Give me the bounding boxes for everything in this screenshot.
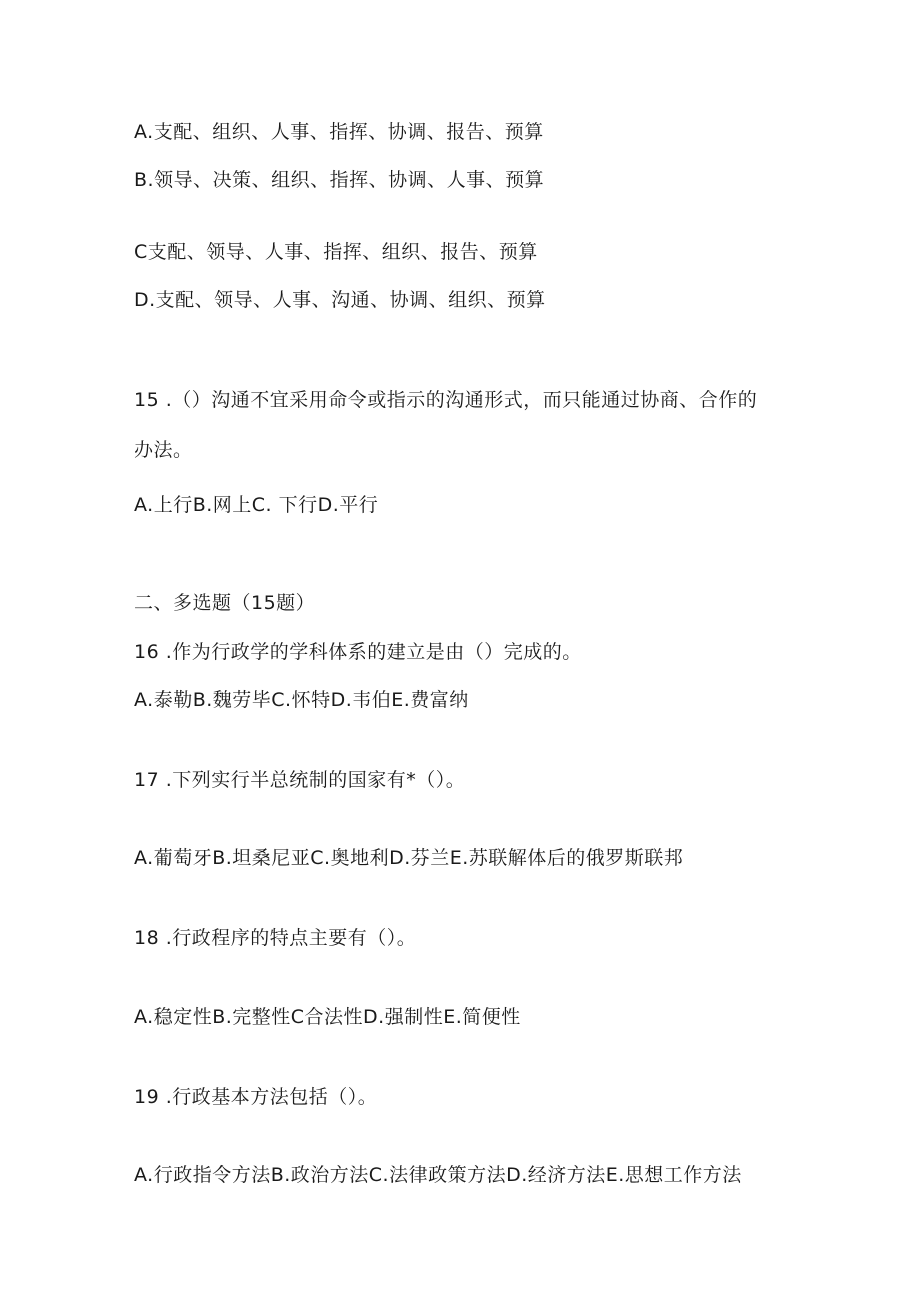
options-16: A.泰勒B.魏劳毕C.怀特D.韦伯E.费富纳 — [134, 689, 469, 711]
section-heading: 二、多选题（15题） — [134, 592, 316, 614]
options-15: A.上行B.网上C. 下行D.平行 — [134, 494, 379, 516]
option-14-a: A.支配、组织、人事、指挥、协调、报告、预算 — [134, 121, 544, 143]
option-14-c: C支配、领导、人事、指挥、组织、报告、预算 — [134, 241, 538, 263]
options-19: A.行政指令方法B.政治方法C.法律政策方法D.经济方法E.思想工作方法 — [134, 1164, 742, 1186]
option-14-d: D.支配、领导、人事、沟通、协调、组织、预算 — [134, 289, 546, 311]
option-14-b: B.领导、决策、组织、指挥、协调、人事、预算 — [134, 169, 545, 191]
question-19: 19 .行政基本方法包括（）。 — [134, 1086, 378, 1108]
question-18: 18 .行政程序的特点主要有（）。 — [134, 927, 417, 949]
question-15-continuation: 办法。 — [134, 439, 193, 461]
options-18: A.稳定性B.完整性C合法性D.强制性E.简便性 — [134, 1006, 521, 1028]
question-16: 16 .作为行政学的学科体系的建立是由（）完成的。 — [134, 641, 582, 663]
options-17: A.葡萄牙B.坦桑尼亚C.奥地利D.芬兰E.苏联解体后的俄罗斯联邦 — [134, 847, 684, 869]
question-17: 17 .下列实行半总统制的国家有*（）。 — [134, 769, 466, 791]
question-15: 15 .（）沟通不宜采用命令或指示的沟通形式，而只能通过协商、合作的 — [134, 389, 758, 411]
